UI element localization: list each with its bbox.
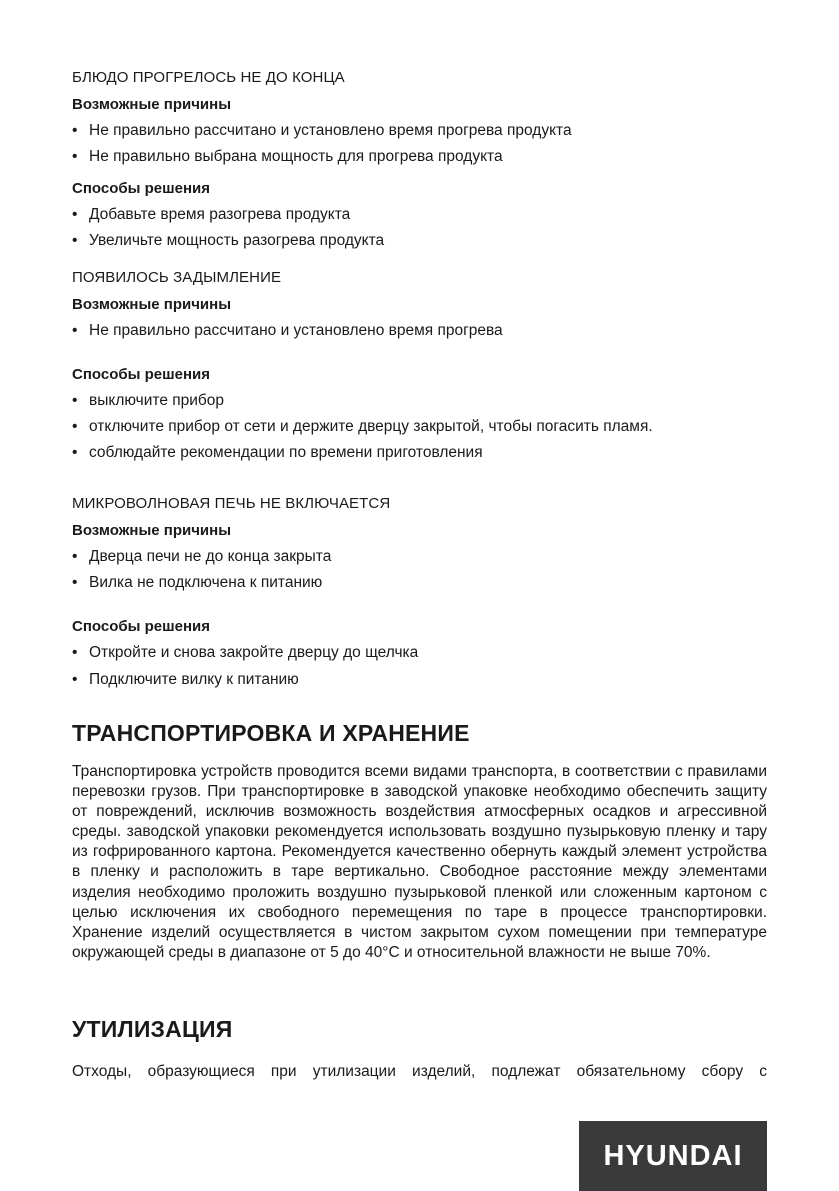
list-item-text: отключите прибор от сети и держите дверцу закрытой, чтобы погасить пламя. bbox=[89, 418, 653, 435]
section-1-title: БЛЮДО ПРОГРЕЛОСЬ НЕ ДО КОНЦА bbox=[72, 69, 345, 86]
list-item-text: Не правильно рассчитано и установлено время прогрева продукта bbox=[89, 122, 572, 139]
section-2-solutions-label: Способы решения bbox=[72, 366, 210, 383]
hyundai-logo: HYUNDAI bbox=[579, 1121, 767, 1191]
list-item-text: Вилка не подключена к питанию bbox=[89, 574, 323, 591]
bullet-icon: • bbox=[72, 148, 78, 165]
list-item bbox=[72, 644, 418, 662]
bullet-icon: • bbox=[72, 232, 78, 249]
list-item bbox=[72, 148, 503, 166]
bullet-icon: • bbox=[72, 548, 78, 565]
bullet-icon: • bbox=[72, 444, 78, 461]
list-item bbox=[72, 548, 331, 566]
transport-heading: ТРАНСПОРТИРОВКА И ХРАНЕНИЕ bbox=[72, 720, 470, 746]
list-item bbox=[72, 418, 653, 436]
list-item-text: Не правильно выбрана мощность для прогрева продукта bbox=[89, 148, 503, 165]
list-item bbox=[72, 392, 224, 410]
transport-paragraph: Транспортировка устройств проводится всеми видами транспорта, в соответствии с правилами перевозки грузов. При транспортировке в заводской упаковке необходимо обеспечить защиту от повреждений, исключив возможность воздействия атмосферных осадков и агрессивной среды. заводской упаковки рекомендуется использовать воздушно пузырьковую пленку и тару из гофрированного картона. Рекомендуется качественно обернуть каждый элемент устройства в пленку и расположить в таре вертикально. Свободное расстояние между элементами изделия необходимо проложить воздушно пузырьковой пленкой или сложенным картоном с целью исключения их свободного перемещения по таре в процессе транспортировки. Хранение изделий осуществляется в чистом закрытом сухом помещении при температуре окружающей среды в диапазоне от 5 до 40°C и относительной влажности не выше 70%. bbox=[72, 763, 767, 961]
list-item bbox=[72, 671, 299, 689]
list-item bbox=[72, 444, 483, 462]
bullet-icon: • bbox=[72, 644, 78, 661]
disposal-paragraph: Отходы, образующиеся при утилизации изделий, подлежат обязательному сбору с bbox=[72, 1063, 767, 1080]
list-item-text: Дверца печи не до конца закрыта bbox=[89, 548, 332, 565]
bullet-icon: • bbox=[72, 418, 78, 435]
bullet-icon: • bbox=[72, 392, 78, 409]
list-item-text: Добавьте время разогрева продукта bbox=[89, 206, 351, 223]
section-1-causes-label: Возможные причины bbox=[72, 96, 232, 113]
list-item-text: Увеличьте мощность разогрева продукта bbox=[89, 232, 385, 249]
list-item bbox=[72, 206, 350, 224]
section-3-title: МИКРОВОЛНОВАЯ ПЕЧЬ НЕ ВКЛЮЧАЕТСЯ bbox=[72, 495, 391, 512]
section-3-solutions-label: Способы решения bbox=[72, 618, 210, 635]
bullet-icon: • bbox=[72, 122, 78, 139]
section-2-title: ПОЯВИЛОСЬ ЗАДЫМЛЕНИЕ bbox=[72, 269, 282, 286]
section-1-solutions-label: Способы решения bbox=[72, 180, 210, 197]
list-item bbox=[72, 232, 384, 250]
list-item bbox=[72, 322, 503, 340]
list-item-text: Откройте и снова закройте дверцу до щелчка bbox=[89, 644, 419, 661]
list-item-text: соблюдайте рекомендации по времени приготовления bbox=[89, 444, 483, 461]
list-item-text: выключите прибор bbox=[89, 392, 225, 409]
bullet-icon: • bbox=[72, 671, 78, 688]
section-2-causes-label: Возможные причины bbox=[72, 296, 232, 313]
bullet-icon: • bbox=[72, 322, 78, 339]
bullet-icon: • bbox=[72, 206, 78, 223]
list-item-text: Не правильно рассчитано и установлено время прогрева bbox=[89, 322, 503, 339]
section-3-causes-label: Возможные причины bbox=[72, 522, 232, 539]
list-item bbox=[72, 574, 322, 592]
list-item bbox=[72, 122, 572, 140]
disposal-heading: УТИЛИЗАЦИЯ bbox=[72, 1016, 233, 1042]
bullet-icon: • bbox=[72, 574, 78, 591]
list-item-text: Подключите вилку к питанию bbox=[89, 671, 299, 688]
